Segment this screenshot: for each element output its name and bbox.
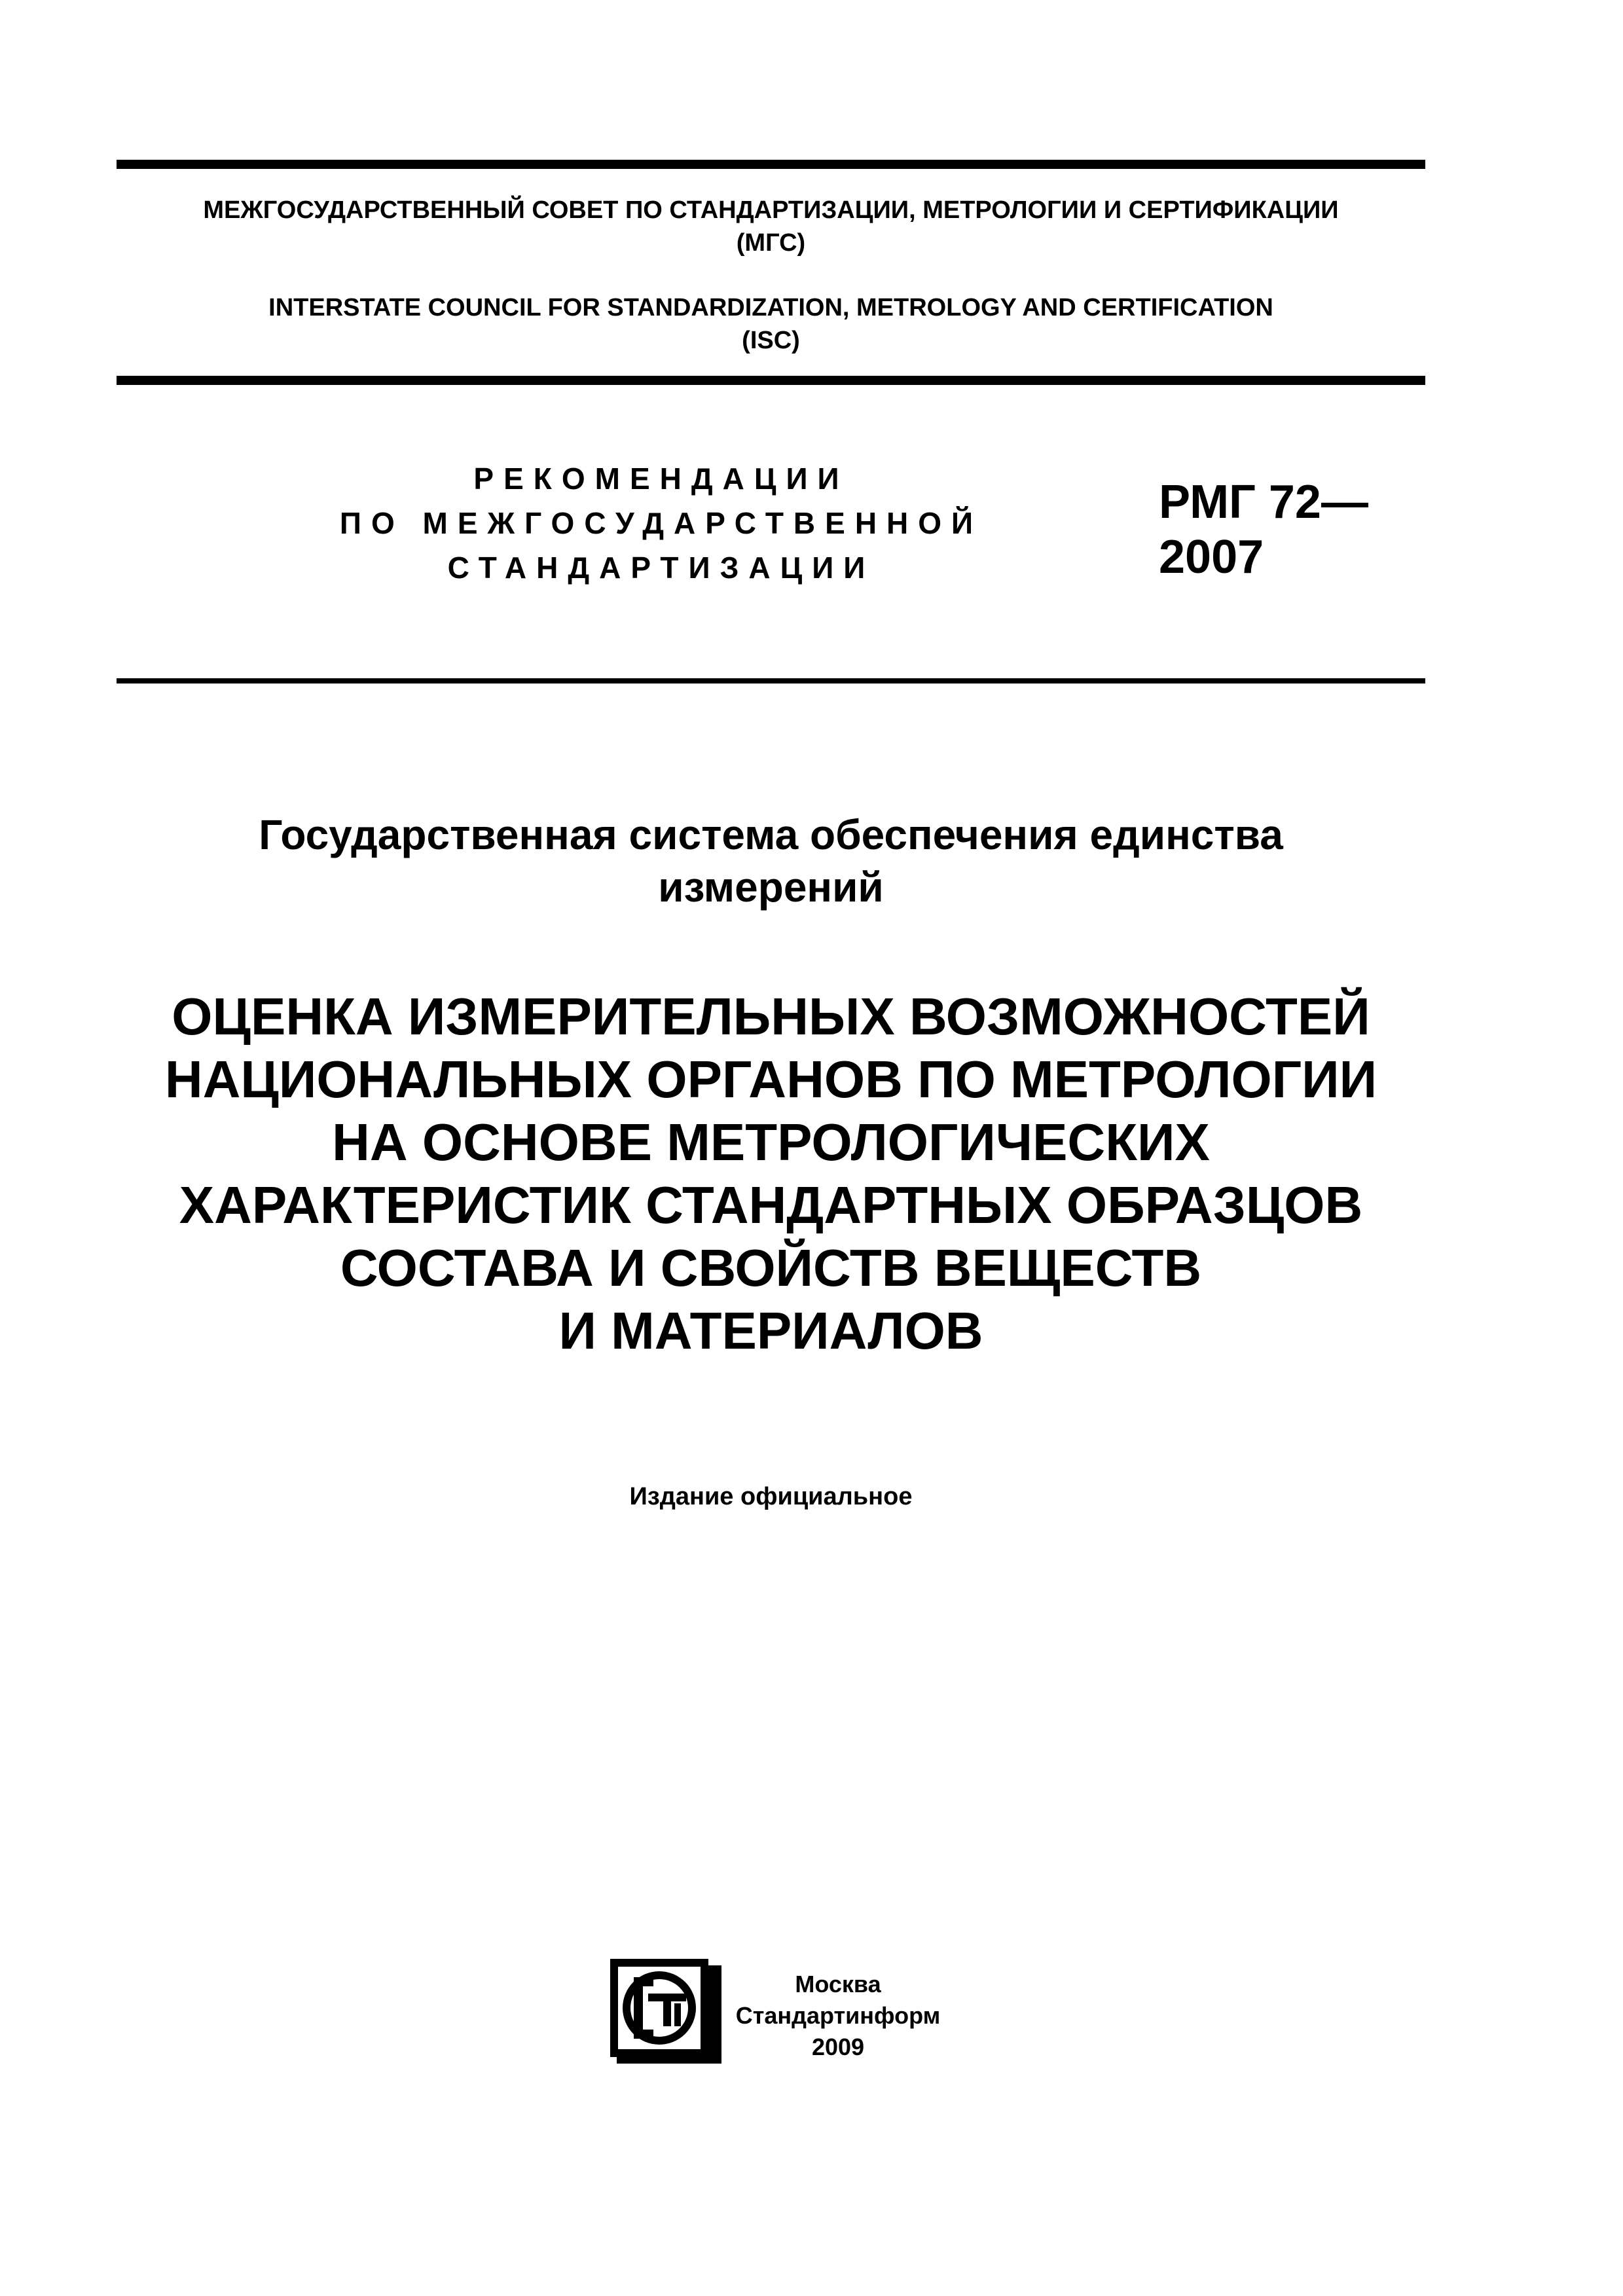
recommendations-line: ПО МЕЖГОСУДАРСТВЕННОЙ	[339, 506, 983, 540]
publisher-city: Москва	[795, 1971, 881, 1997]
recommendations-heading	[262, 456, 1061, 590]
designation-rule	[117, 678, 1425, 683]
council-name-en-text: INTERSTATE COUNCIL FOR STANDARDIZATION, METROLOGY AND CERTIFICATION	[268, 294, 1273, 321]
publisher-name: Стандартинформ	[735, 2002, 941, 2029]
header-bottom-rule	[117, 376, 1425, 385]
title-line: ОЦЕНКА ИЗМЕРИТЕЛЬНЫХ ВОЗМОЖНОСТЕЙ	[172, 987, 1370, 1046]
title-line: И МАТЕРИАЛОВ	[558, 1302, 983, 1360]
publisher-block	[720, 1969, 956, 2063]
title-line: ХАРАКТЕРИСТИК СТАНДАРТНЫХ ОБРАЗЦОВ	[179, 1176, 1363, 1234]
edition-note: Издание официальное	[629, 1483, 913, 1510]
council-name-en	[117, 291, 1425, 357]
recommendations-line: СТАНДАРТИЗАЦИИ	[447, 551, 875, 585]
designation-code: РМГ 72—	[1159, 476, 1368, 528]
recommendations-line: РЕКОМЕНДАЦИИ	[473, 462, 849, 496]
title-line: СОСТАВА И СВОЙСТВ ВЕЩЕСТВ	[340, 1239, 1202, 1297]
council-name-ru	[117, 194, 1425, 259]
designation-year: 2007	[1159, 531, 1264, 583]
subtitle-line: измерений	[658, 864, 884, 911]
standartinform-logo-icon	[609, 1958, 723, 2066]
document-subtitle	[117, 809, 1425, 913]
subtitle-line: Государственная система обеспечения единства	[259, 811, 1283, 858]
title-line: НАЦИОНАЛЬНЫХ ОРГАНОВ ПО МЕТРОЛОГИИ	[164, 1050, 1377, 1108]
title-line: НА ОСНОВЕ МЕТРОЛОГИЧЕСКИХ	[332, 1113, 1210, 1171]
top-rule	[117, 160, 1425, 169]
publisher-year: 2009	[811, 2033, 865, 2060]
council-abbr-en: (ISC)	[742, 327, 800, 354]
document-designation	[1159, 475, 1368, 585]
council-abbr-ru: (МГС)	[736, 229, 806, 257]
document-title	[117, 985, 1425, 1362]
council-name-ru-text: МЕЖГОСУДАРСТВЕННЫЙ СОВЕТ ПО СТАНДАРТИЗАЦИИ, МЕТРОЛОГИИ И СЕРТИФИКАЦИИ	[203, 196, 1339, 224]
